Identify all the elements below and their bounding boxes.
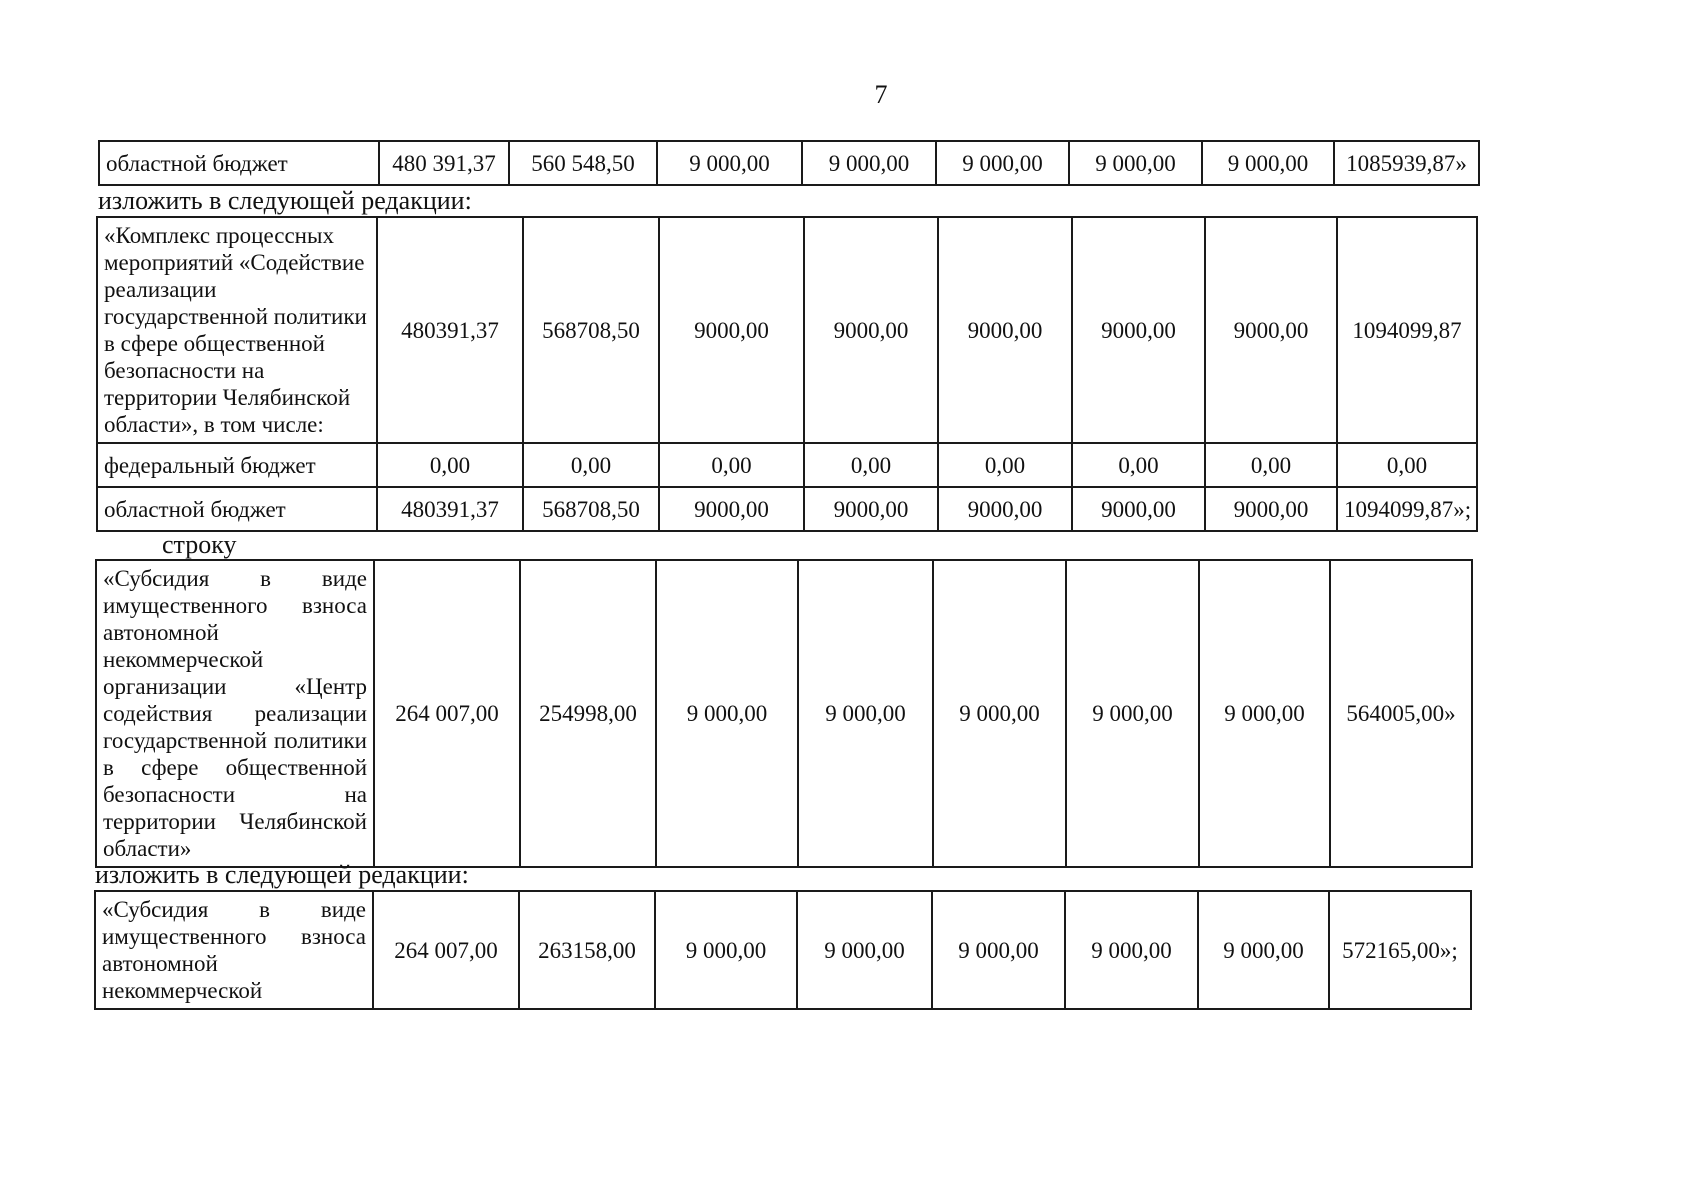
table-cell: 9000,00 (659, 487, 804, 531)
row-label-line: автономной (103, 620, 219, 645)
table-cell: 1085939,87» (1334, 141, 1479, 185)
table-cell: 480 391,37 (379, 141, 509, 185)
row-label (96, 560, 374, 867)
budget-table-original-regional (98, 140, 1480, 186)
instruction-caption: изложить в следующей редакции: (95, 860, 469, 889)
table-cell: 568708,50 (523, 487, 659, 531)
instruction-caption: изложить в следующей редакции: (98, 186, 472, 215)
table-cell: 9000,00 (1072, 217, 1205, 443)
table-cell: 480391,37 (377, 487, 523, 531)
row-label: областной бюджет (97, 487, 377, 531)
table-cell: 0,00 (523, 443, 659, 487)
table-cell: 9 000,00 (797, 891, 932, 1009)
table-cell: 9000,00 (1205, 217, 1337, 443)
table-cell: 9 000,00 (656, 560, 798, 867)
row-label-line: безопасности на (103, 782, 367, 807)
table-cell: 9000,00 (938, 487, 1072, 531)
page-number: 7 (874, 80, 888, 109)
table-row (97, 443, 1477, 487)
table-cell: 572165,00»; (1329, 891, 1471, 1009)
table-cell: 9000,00 (804, 487, 938, 531)
table-cell: 9 000,00 (802, 141, 936, 185)
table-cell: 0,00 (804, 443, 938, 487)
table-cell: 254998,00 (520, 560, 656, 867)
row-label-line: имущественного взноса (102, 924, 366, 949)
table-row (96, 560, 1472, 867)
row-label-line: «Субсидия в виде (103, 566, 367, 591)
table-row (99, 141, 1479, 185)
row-label-line: области» (103, 836, 192, 861)
table-cell: 1094099,87 (1337, 217, 1477, 443)
table-cell: 480391,37 (377, 217, 523, 443)
row-label: областной бюджет (99, 141, 379, 185)
table-cell: 9 000,00 (936, 141, 1069, 185)
table-cell: 9 000,00 (933, 560, 1066, 867)
row-label: «Комплекс процессных мероприятий «Содействие реализации государственной политики в сфере общественной безопасности на территории Челябинской области», в том числе: (97, 217, 377, 443)
table-cell: 9 000,00 (1202, 141, 1334, 185)
row-label-line: содействия реализации (103, 701, 367, 726)
table-cell: 9 000,00 (1065, 891, 1198, 1009)
row-label: федеральный бюджет (97, 443, 377, 487)
row-label-line: некоммерческой (102, 978, 263, 1003)
table-cell: 9000,00 (1205, 487, 1337, 531)
row-label-line: автономной (102, 951, 218, 976)
table-cell: 0,00 (659, 443, 804, 487)
table-row (97, 487, 1477, 531)
table-cell: 0,00 (1205, 443, 1337, 487)
row-label-line: государственной политики (103, 728, 367, 753)
table-cell: 9 000,00 (1199, 560, 1330, 867)
row-label-line: организации «Центр (103, 674, 367, 699)
table-cell: 0,00 (377, 443, 523, 487)
table-cell: 568708,50 (523, 217, 659, 443)
row-label-line: имущественного взноса (103, 593, 367, 618)
table-cell: 0,00 (938, 443, 1072, 487)
table-cell: 9 000,00 (932, 891, 1065, 1009)
table-cell: 264 007,00 (374, 560, 520, 867)
subsidy-table-original (95, 559, 1473, 868)
table-cell: 9000,00 (938, 217, 1072, 443)
table-cell: 9 000,00 (1066, 560, 1199, 867)
row-label-line: в сфере общественной (103, 755, 367, 780)
table-cell: 9 000,00 (1198, 891, 1329, 1009)
table-cell: 9000,00 (1072, 487, 1205, 531)
table-row (97, 217, 1477, 443)
row-label-line: некоммерческой (103, 647, 264, 672)
instruction-caption: строку (162, 530, 237, 559)
table-cell: 9000,00 (659, 217, 804, 443)
table-cell: 0,00 (1072, 443, 1205, 487)
table-row (95, 891, 1471, 1009)
table-cell: 9 000,00 (655, 891, 797, 1009)
budget-table-new-complex (96, 216, 1478, 532)
table-cell: 264 007,00 (373, 891, 519, 1009)
table-cell: 263158,00 (519, 891, 655, 1009)
subsidy-table-new (94, 890, 1472, 1010)
table-cell: 9 000,00 (1069, 141, 1202, 185)
table-cell: 9 000,00 (798, 560, 933, 867)
table-cell: 9000,00 (804, 217, 938, 443)
table-cell: 564005,00» (1330, 560, 1472, 867)
row-label-line: территории Челябинской (103, 809, 367, 834)
table-cell: 0,00 (1337, 443, 1477, 487)
row-label-line: «Субсидия в виде (102, 897, 366, 922)
table-cell: 560 548,50 (509, 141, 657, 185)
table-cell: 1094099,87»; (1337, 487, 1477, 531)
table-cell: 9 000,00 (657, 141, 802, 185)
row-label (95, 891, 373, 1009)
